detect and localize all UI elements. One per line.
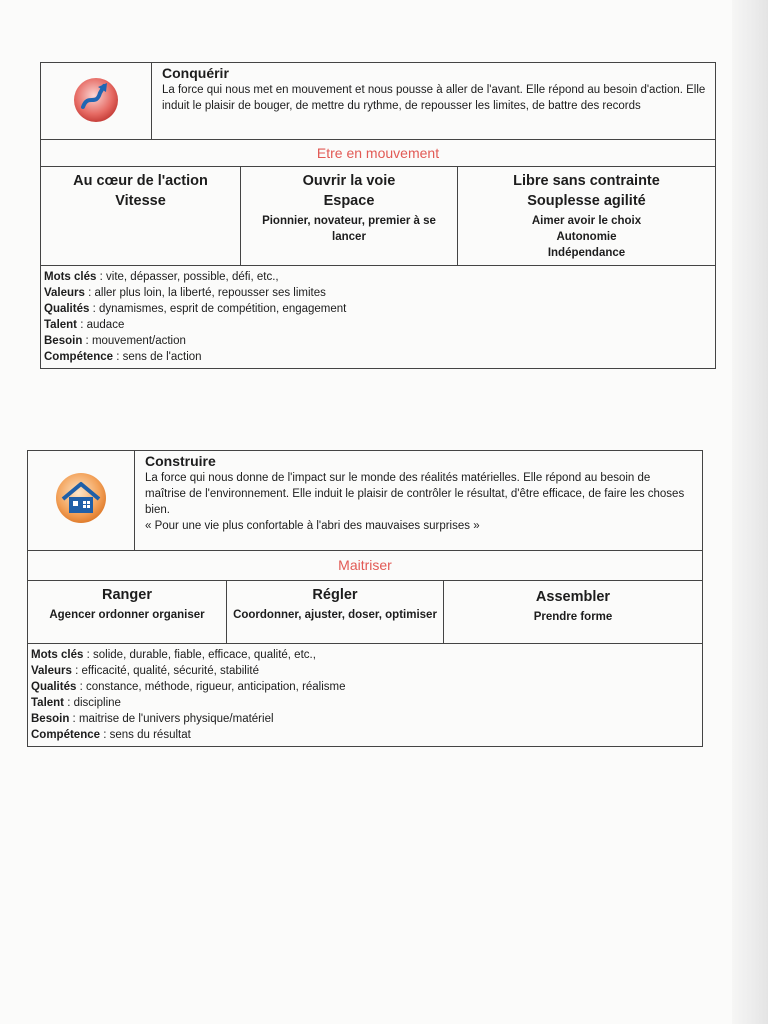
column-title: Ouvrir la voie [302,173,396,189]
keywords-block [41,266,716,369]
keyword-row: Mots clés : vite, dépasser, possible, défi, etc., [44,271,279,283]
keyword-row: Valeurs : efficacité, qualité, sécurité, stabilité [31,665,260,677]
card-description: La force qui nous met en mouvement et nous pousse à aller de l'avant. Elle répond au besoin d'action. Elle induit le plaisir de bouger, de mettre du rythme, de repousser les limites, de battre des records [162,84,706,112]
keyword-row: Qualités : dynamismes, esprit de compétition, engagement [44,303,347,315]
column-2 [241,167,458,266]
card-construire [27,450,703,747]
keyword-row: Mots clés : solide, durable, fiable, efficace, qualité, etc., [31,649,316,661]
column-subtitle: Coordonner, ajuster, doser, optimiser [233,609,437,621]
keyword-row: Qualités : constance, méthode, rigueur, anticipation, réalisme [31,681,346,693]
column-3 [458,167,716,266]
house-icon [51,470,111,526]
column-subtitle: Pionnier, novateur, premier à se lancer [262,215,436,243]
card-title: Construire [145,453,216,469]
card-quote: « Pour une vie plus confortable à l'abri des mauvaises surprises » [145,520,480,532]
column-subtitle: Prendre forme [533,611,613,623]
column-2 [227,581,444,644]
column-subtitle: Agencer ordonner organiser [49,609,205,621]
arrow-up-circle-icon [70,73,122,125]
keyword-row: Valeurs : aller plus loin, la liberté, repousser ses limites [44,287,326,299]
column-title: Régler [312,587,358,603]
keywords-block [28,644,703,747]
column-3 [444,581,703,644]
keyword-row: Besoin : maitrise de l'univers physique/matériel [31,713,274,725]
column-title: Vitesse [115,193,166,209]
column-subtitle: Autonomie [556,231,617,243]
keyword-row: Compétence : sens de l'action [44,351,202,363]
keyword-row: Talent : discipline [31,697,121,709]
column-title: Ranger [102,587,152,603]
column-1 [41,167,241,266]
column-1 [28,581,227,644]
card-title: Conquérir [162,65,229,81]
column-title: Au cœur de l'action [73,173,208,189]
logo-cell [28,451,135,551]
column-subtitle: Aimer avoir le choix [531,215,642,227]
banner-label: Etre en mouvement [41,140,716,167]
banner-label: Maitriser [28,551,703,581]
card-conquerir [40,62,716,369]
header-cell [135,451,703,551]
logo-cell [41,63,152,140]
column-subtitle: Indépendance [547,247,626,259]
column-title: Assembler [535,589,611,605]
column-title: Libre sans contrainte [513,173,660,189]
keyword-row: Compétence : sens du résultat [31,729,191,741]
column-title: Espace [323,193,375,209]
column-title: Souplesse agilité [527,193,646,209]
page-edge-shadow [732,0,768,1024]
keyword-row: Besoin : mouvement/action [44,335,186,347]
keyword-row: Talent : audace [44,319,125,331]
card-description: La force qui nous donne de l'impact sur le monde des réalités matérielles. Elle répond au besoin de maîtrise de l'environnement. Elle induit le plaisir de contrôler le résultat, d'être efficace, de faire les choses bien. [145,472,685,516]
header-cell [152,63,716,140]
